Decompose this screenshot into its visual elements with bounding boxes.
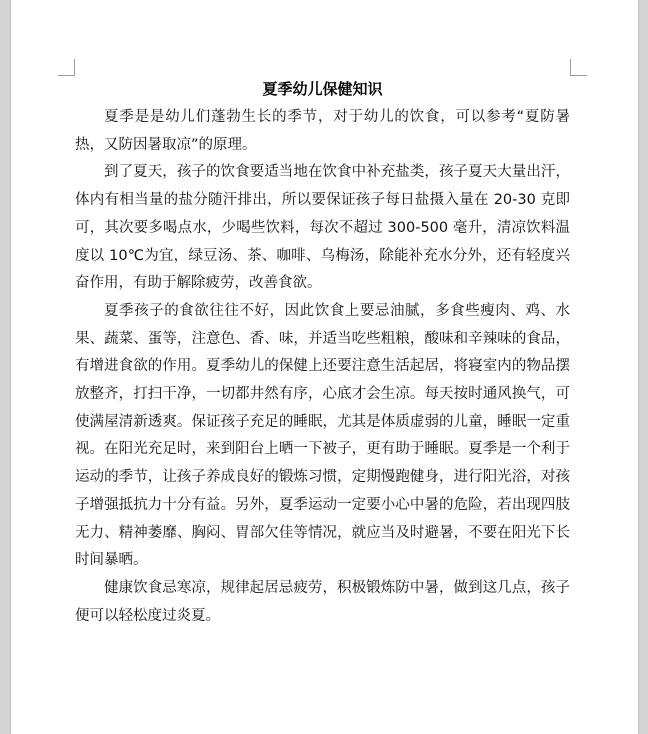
- top-right-margin-mark: [570, 59, 587, 76]
- document-title: 夏季幼儿保健知识: [262, 80, 383, 98]
- document-body[interactable]: [75, 75, 570, 630]
- paragraph-intro: 夏季是是幼儿们蓬勃生长的季节，对于幼儿的饮食，可以参考“夏防暑热，又防因暑取凉”的原理。: [75, 109, 570, 153]
- top-left-margin-mark: [58, 59, 75, 76]
- document-page: [11, 0, 638, 734]
- paragraph-appetite-and-care: 夏季孩子的食欲往往不好，因此饮食上要忌油腻，多食些瘦肉、鸡、水果、蔬菜、蛋等，注意色、香、味，并适当吃些粗粮，酸味和辛辣味的食品，有增进食欲的作用。夏季幼儿的保健上还要注意生活起居，将寝室内的物品摆放整齐，打扫干净，一切都井然有序，心底才会生凉。每天按时通风换气，可使满屋清新透爽。保证孩子充足的睡眠，尤其是体质虚弱的儿童，睡眠一定重视。在阳光充足时，来到阳台上晒一下被子，更有助于睡眠。夏季是一个利于运动的季节，让孩子养成良好的锻炼习惯，定期慢跑健身，进行阳光浴，对孩子增强抵抗力十分有益。另外，夏季运动一定要小心中暑的危险，若出现四肢无力、精神萎靡、胸闷、胃部欠佳等情况，就应当及时避暑，不要在阳光下长时间暴晒。: [75, 302, 570, 569]
- paragraph-diet: 到了夏天，孩子的饮食要适当地在饮食中补充盐类，孩子夏天大量出汗，体内有相当量的盐分随汗排出，所以要保证孩子每日盐摄入量在 20-30 克即可，其次要多喝点水，少喝些饮料，每次不超过 300-500 毫升，清凉饮料温度以 10℃为宜，绿豆汤、茶、咖啡、乌梅汤，除能补充水分外，还有轻度兴奋作用，有助于解除疲劳，改善食欲。: [75, 164, 570, 292]
- paragraph-summary: 健康饮食忌寒凉，规律起居忌疲劳，积极锻炼防中暑，做到这几点，孩子便可以轻松度过炎夏。: [75, 579, 570, 624]
